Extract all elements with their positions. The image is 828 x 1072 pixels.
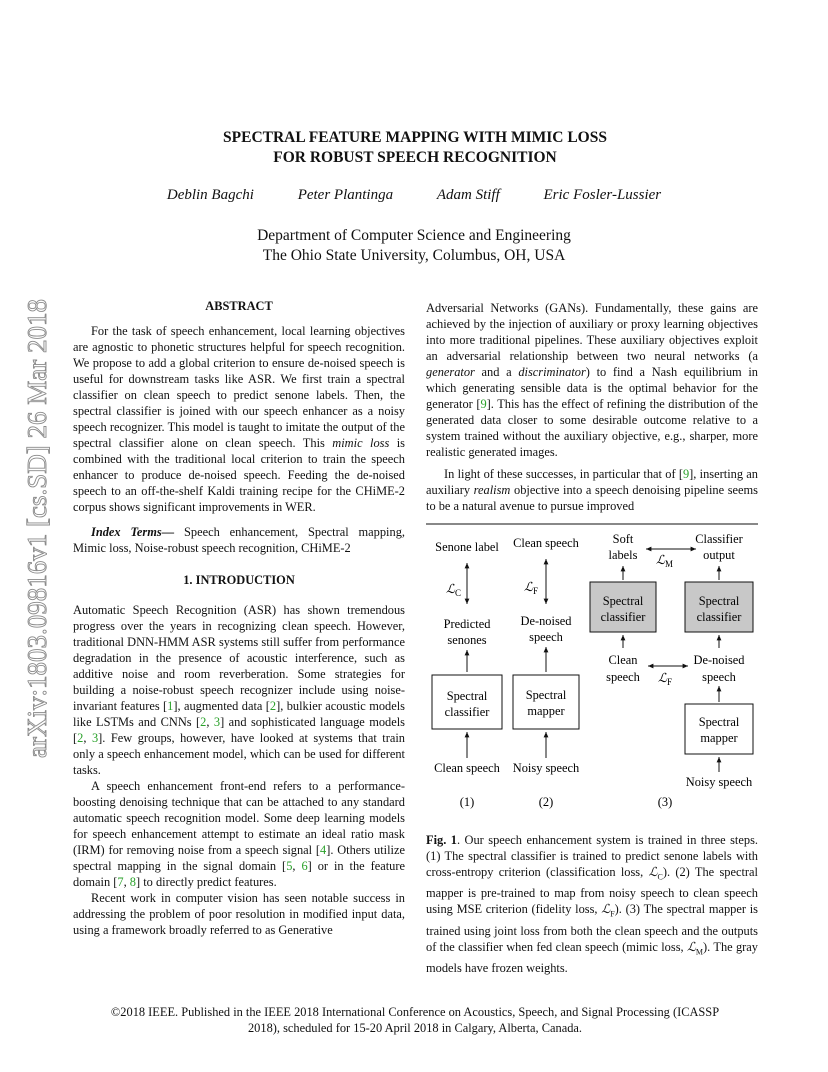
speech-label: speech — [702, 670, 736, 684]
denoised-label: De-noised — [520, 614, 572, 628]
spectral-mapper-box-2 — [513, 675, 579, 729]
output-label: output — [703, 548, 735, 562]
loss-f-symbol: ℒ$_F$ — [658, 671, 672, 687]
copyright-footer: ©2018 IEEE. Published in the IEEE 2018 International Conference on Acoustics, Speech, and Signal Processing (ICASSP 2018), scheduled for 15-20 April 2018 in Calgary, Alberta, Canada. — [110, 1005, 720, 1035]
box-label: mapper — [700, 731, 738, 745]
arxiv-id: arXiv:1803.09816v1 [cs.SD] 26 Mar 2018 — [22, 299, 52, 758]
realism-paragraph: In light of these successes, in particular that of [9], inserting an auxiliary realism objective into a speech denoising pipeline seems to be a natural avenue to pursue improved — [426, 467, 758, 513]
spectral-mapper-box-3 — [685, 704, 753, 754]
citation-link[interactable]: 3 — [213, 715, 221, 729]
intro-paragraph-3: Recent work in computer vision has seen notable success in addressing the problem of poor resolution in modified input data, using a framework broadly referred to as Generative — [73, 891, 405, 937]
figure-1 — [426, 520, 758, 820]
author-3: Adam Stiff — [436, 187, 500, 203]
intro-heading: 1. INTRODUCTION — [183, 573, 295, 587]
box-label: classifier — [444, 705, 490, 719]
arxiv-stamp — [14, 240, 58, 760]
box-label: Spectral — [602, 594, 644, 608]
author-1: Deblin Bagchi — [166, 187, 254, 203]
abstract-text: For the task of speech enhancement, local learning objectives are agnostic to phonetic structures helpful for speech recognition. We propose to add a global criterion to ensure de-noised speech is useful for downstream tasks like ASR. We first train a spectral classifier on clean speech to predict senone labels. Then, the spectral classifier is joined with our speech enhancer as a noisy speech recognizer. This model is taught to imitate the output of the spectral classifier alone on clean speech. This mimic loss is combined with the traditional local criterion to train the speech enhancer to produce de-noised speech. Feeding the de-noised speech to an off-the-shelf Kaldi training recipe for the CHiME-2 corpus shows significant improvements in WER. — [73, 324, 405, 514]
panel-number: (1) — [459, 795, 475, 809]
citation-link[interactable]: 8 — [129, 875, 136, 889]
box-label: classifier — [600, 610, 646, 624]
loss-m-symbol: ℒ$_M$ — [656, 553, 673, 569]
gan-paragraph: Adversarial Networks (GANs). Fundamentally, these gains are achieved by the injection of auxiliary or proxy learning objectives into more traditional pipelines. These auxiliary objectives exploit an adversarial relationship between two neural networks (a generator and a discriminator) to find a Nash equilibrium in which generating sensible data is the optimal behavior for the generator [9]. This has the effect of refining the distribution of the generated data closer to some desirable outcome relative to a system trained without the auxiliary objective, e.g., sharper, more realistic generated images. — [426, 301, 758, 459]
box-label: mapper — [527, 704, 565, 718]
panel-3 — [590, 532, 753, 809]
noisy-speech-label: Noisy speech — [685, 775, 753, 789]
panel-2 — [513, 536, 580, 809]
citation-link[interactable]: 3 — [91, 731, 99, 745]
panel-number: (3) — [657, 795, 673, 809]
noisy-speech-label: Noisy speech — [512, 761, 580, 775]
author-2: Peter Plantinga — [297, 187, 394, 203]
loss-f-symbol: ℒ$_F$ — [524, 580, 538, 596]
left-column — [73, 298, 405, 938]
senone-label: Senone label — [435, 540, 499, 554]
citation-link[interactable]: 5 — [286, 859, 293, 873]
speech-label: speech — [606, 670, 640, 684]
loss-c-symbol: ℒ$_C$ — [446, 582, 461, 598]
citation-link[interactable]: 9 — [480, 397, 487, 411]
senones-label: senones — [447, 633, 487, 647]
citation-link[interactable]: 2 — [200, 715, 207, 729]
clean-label: Clean — [608, 653, 638, 667]
citation-link[interactable]: 2 — [269, 699, 277, 713]
classifier-caption: Classifier — [695, 532, 743, 546]
citation-link[interactable]: 1 — [167, 699, 174, 713]
figure-caption: Fig. 1. Our speech enhancement system is trained in three steps. (1) The spectral classifier is trained to predict senone labels with cross-entropy criterion (classification loss, ℒ$_C$). (2) The spectral mapper is pre-trained to map from noisy speech to clean speech using MSE criterion (fidelity loss, ℒ$_F$). (3) The spectral mapper is trained using joint loss from both the clean speech and the outputs of the classifier when fed clean speech (mimic loss, ℒ$_M$). The gray models have frozen weights. — [426, 833, 759, 976]
right-column — [426, 300, 758, 514]
paper-title: SPECTRAL FEATURE MAPPING WITH MIMIC LOSS FOR ROBUST SPEECH RECOGNITION — [223, 129, 607, 166]
predicted-label: Predicted — [443, 617, 491, 631]
panel-1 — [432, 540, 502, 809]
box-label: Spectral — [698, 594, 740, 608]
caption-label: Fig. 1 — [426, 833, 457, 847]
speech-label: speech — [529, 630, 563, 644]
abstract-heading: ABSTRACT — [205, 299, 273, 313]
citation-link[interactable]: 9 — [682, 467, 690, 481]
citation-link[interactable]: 7 — [117, 875, 124, 889]
citation-link[interactable]: 4 — [320, 843, 327, 857]
author-list — [0, 187, 828, 204]
intro-paragraph-2: A speech enhancement front-end refers to a performance-boosting denoising technique that can be attached to any standard automatic speech recognition model. Some deep learning models for speech enhancement attempt to estimate an ideal ratio mask (IRM) for removing noise from a speech signal [4]. Others utilize spectral mapping in the signal domain [5, 6] or in the feature domain [7, 8] to directly predict features. — [73, 779, 406, 889]
clean-speech-label: Clean speech — [434, 761, 500, 775]
affiliation: Department of Computer Science and Engineering The Ohio State University, Columbus, OH, USA — [257, 227, 571, 264]
citation-link[interactable]: 6 — [301, 859, 308, 873]
author-4: Eric Fosler-Lussier — [543, 187, 662, 203]
denoised-label: De-noised — [693, 653, 745, 667]
index-terms: Index Terms— Speech enhancement, Spectral mapping, Mimic loss, Noise-robust speech recognition, CHiME-2 — [73, 525, 405, 555]
panel-number: (2) — [538, 795, 554, 809]
box-label: Spectral — [525, 688, 567, 702]
box-label: Spectral — [446, 689, 488, 703]
intro-paragraph-1: Automatic Speech Recognition (ASR) has shown tremendous progress over the years in recognizing clean speech. However, traditional DNN-HMM ASR systems still suffer from performance degradation in the presence of acoustic interference, such as additive noise and room reverberation. Some strategies for building a noise-robust speech recognizer include using noise-invariant features [1], augmented data [2], bulkier acoustic models like LSTMs and CNNs [2, 3] and sophisticated language models [2, 3]. Few groups, however, have looked at systems that train only a speech enhancement model, which can be used for different tasks. — [73, 603, 405, 777]
soft-label: Soft — [612, 532, 634, 546]
box-label: Spectral — [698, 715, 740, 729]
box-label: classifier — [696, 610, 742, 624]
labels-label: labels — [608, 548, 638, 562]
clean-speech-label: Clean speech — [513, 536, 579, 550]
citation-link[interactable]: 2 — [77, 731, 84, 745]
